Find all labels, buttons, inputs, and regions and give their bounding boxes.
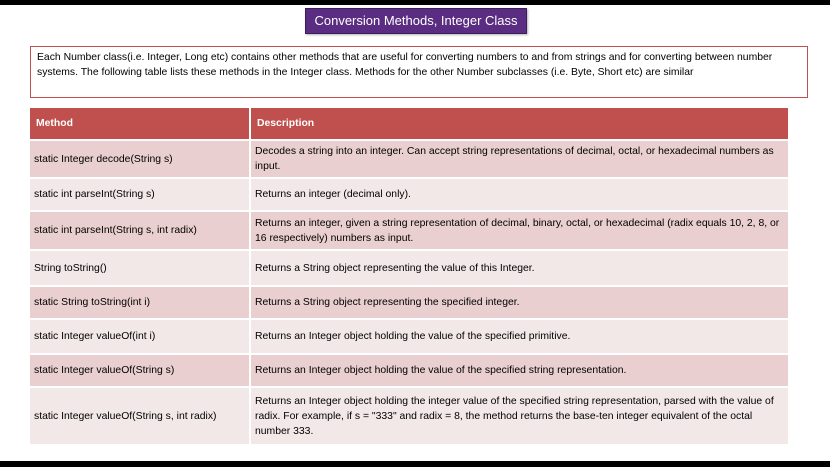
slide-title: Conversion Methods, Integer Class [305,8,527,34]
description-cell: Returns a String object representing the value of this Integer. [250,250,788,286]
method-cell: static Integer valueOf(String s, int radix) [30,387,250,444]
description-cell: Returns an Integer object holding the integer value of the specified string representation, parsed with the value of radix. For example, if s = "333" and radix = 8, the method returns the base-ten integer equivalent of the octal number 333. [250,387,788,444]
description-cell: Returns an Integer object holding the value of the specified string representation. [250,354,788,387]
table-header-row [30,108,788,140]
header-method: Method [30,108,250,140]
method-cell: static int parseInt(String s) [30,178,250,211]
method-cell: static Integer valueOf(int i) [30,319,250,354]
table-row [30,387,788,444]
table-row [30,286,788,319]
table-row [30,211,788,250]
table-row [30,250,788,286]
table-row [30,354,788,387]
description-cell: Decodes a string into an integer. Can accept string representations of decimal, octal, or hexadecimal numbers as input. [250,140,788,178]
description-cell: Returns an integer, given a string representation of decimal, binary, octal, or hexadecimal (radix equals 10, 2, 8, or 16 respectively) numbers as input. [250,211,788,250]
description-cell: Returns a String object representing the specified integer. [250,286,788,319]
methods-table [30,108,788,444]
method-cell: static String toString(int i) [30,286,250,319]
method-cell: String toString() [30,250,250,286]
method-cell: static Integer decode(String s) [30,140,250,178]
method-cell: static Integer valueOf(String s) [30,354,250,387]
top-border [0,0,830,5]
intro-paragraph: Each Number class(i.e. Integer, Long etc) contains other methods that are useful for converting numbers to and from strings and for converting between number systems. The following table lists these methods in the Integer class. Methods for the other Number subclasses (i.e. Byte, Short etc) are similar [30,46,808,98]
bottom-border [0,461,830,467]
table-row [30,178,788,211]
method-cell: static int parseInt(String s, int radix) [30,211,250,250]
table-row [30,140,788,178]
table-row [30,319,788,354]
description-cell: Returns an integer (decimal only). [250,178,788,211]
header-description: Description [250,108,788,140]
description-cell: Returns an Integer object holding the value of the specified primitive. [250,319,788,354]
